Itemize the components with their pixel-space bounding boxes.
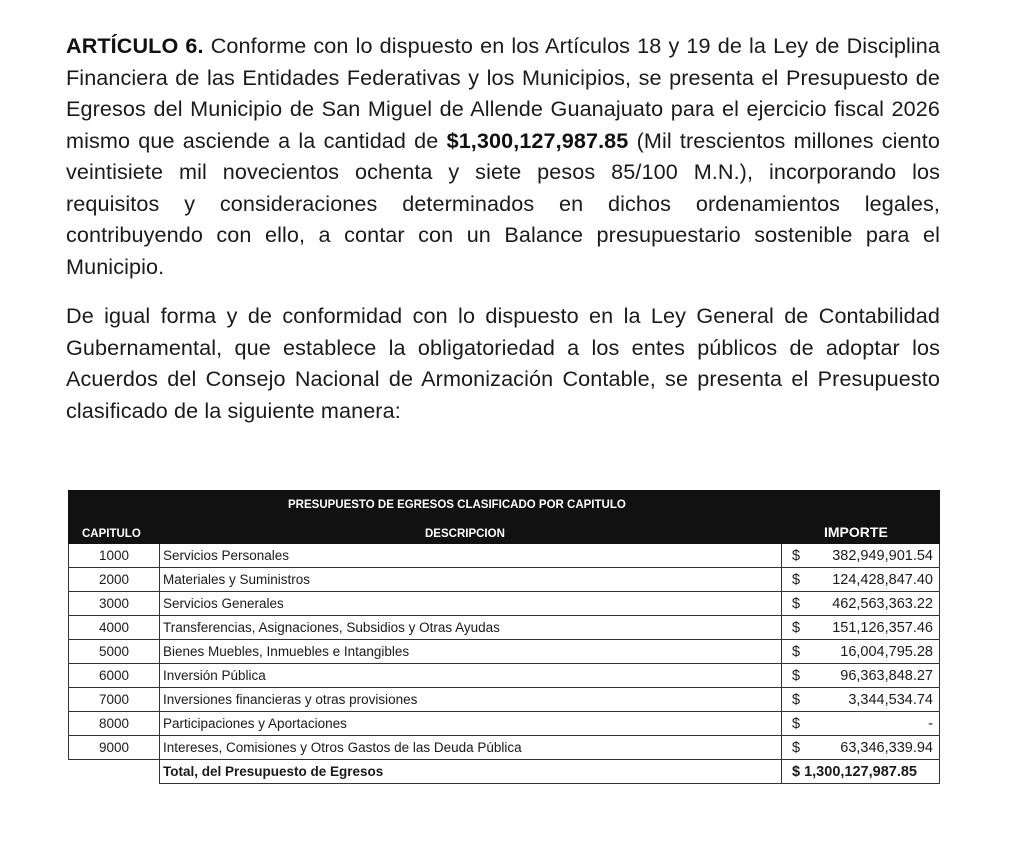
- table-row: [69, 568, 940, 592]
- row-code: 2000: [69, 568, 160, 592]
- row-description: Materiales y Suministros: [160, 568, 782, 592]
- article-heading: ARTÍCULO 6.: [66, 33, 204, 58]
- total-spacer: [69, 760, 160, 784]
- row-amount-cell: [782, 568, 940, 592]
- table-row: [69, 640, 940, 664]
- total-row: [69, 760, 940, 784]
- row-amount: 151,126,357.46: [832, 619, 933, 636]
- row-code: 9000: [69, 736, 160, 760]
- row-currency: $: [792, 691, 801, 708]
- row-code: 7000: [69, 688, 160, 712]
- table-row: [69, 736, 940, 760]
- row-description: Servicios Generales: [160, 592, 782, 616]
- row-amount: 3,344,534.74: [848, 691, 933, 708]
- row-amount: -: [928, 715, 933, 732]
- row-currency: $: [792, 547, 801, 564]
- row-description: Intereses, Comisiones y Otros Gastos de las Deuda Pública: [160, 736, 782, 760]
- row-code: 8000: [69, 712, 160, 736]
- budget-table: [68, 490, 940, 784]
- table-row: [69, 688, 940, 712]
- row-currency: $: [792, 595, 801, 612]
- row-amount: 96,363,848.27: [840, 667, 933, 684]
- row-currency: $: [792, 715, 801, 732]
- total-amount: $ 1,300,127,987.85: [792, 763, 917, 780]
- row-amount: 382,949,901.54: [832, 547, 933, 564]
- row-code: 4000: [69, 616, 160, 640]
- article-text-a: Conforme con lo dispuesto en los Artículos 18 y 19 de la Ley de Disciplina Financiera de las Entidades Federativas y los Municipios, se presenta el Presupuesto de Egresos del Municipio de San Miguel de Allende Guanajuato para el ejercicio fiscal 2026 mismo que asciende a la cantidad de: [66, 33, 940, 153]
- row-code: 3000: [69, 592, 160, 616]
- row-amount: 124,428,847.40: [832, 571, 933, 588]
- article-paragraph-2: De igual forma y de conformidad con lo dispuesto en la Ley General de Contabilidad Gubernamental, que establece la obligatoriedad a los entes públicos de adoptar los Acuerdos del Consejo Nacional de Armonización Contable, se presenta el Presupuesto clasificado de la siguiente manera:: [66, 303, 940, 423]
- row-amount-cell: [782, 688, 940, 712]
- table-body: [69, 544, 940, 784]
- total-amount-cell: [782, 760, 940, 784]
- row-amount-cell: [782, 664, 940, 688]
- row-amount-cell: [782, 616, 940, 640]
- article-text-b: (Mil trescientos millones ciento veintisiete mil novecientos ochenta y siete pesos 85/100 M.N.), incorporando los requisitos y consideraciones determinados en dichos ordenamientos legales, contribuyendo con ello, a contar con un Balance presupuestario sostenible para el Municipio.: [66, 127, 940, 279]
- row-amount: 462,563,363.22: [832, 595, 933, 612]
- budget-amount: $1,300,127,987.85: [446, 127, 629, 153]
- table-row: [69, 664, 940, 688]
- col-header-capitulo: CAPITULO: [69, 512, 160, 544]
- row-description: Bienes Muebles, Inmuebles e Intangibles: [160, 640, 782, 664]
- table-row: [69, 616, 940, 640]
- row-code: 6000: [69, 664, 160, 688]
- table-row: [69, 712, 940, 736]
- row-description: Servicios Personales: [160, 544, 782, 568]
- col-header-importe: IMPORTE: [782, 512, 940, 544]
- row-amount-cell: [782, 592, 940, 616]
- row-amount-cell: [782, 712, 940, 736]
- row-currency: $: [792, 667, 801, 684]
- row-description: Participaciones y Aportaciones: [160, 712, 782, 736]
- row-currency: $: [792, 739, 801, 756]
- row-currency: $: [792, 643, 801, 660]
- table-title: PRESUPUESTO DE EGRESOS CLASIFICADO POR CAPITULO: [69, 491, 940, 512]
- row-amount-cell: [782, 544, 940, 568]
- document-body: [66, 30, 940, 444]
- row-amount: 16,004,795.28: [840, 643, 933, 660]
- row-description: Inversión Pública: [160, 664, 782, 688]
- row-amount: 63,346,339.94: [840, 739, 933, 756]
- table-row: [69, 544, 940, 568]
- row-code: 1000: [69, 544, 160, 568]
- row-amount-cell: [782, 736, 940, 760]
- row-description: Inversiones financieras y otras provisiones: [160, 688, 782, 712]
- row-currency: $: [792, 619, 801, 636]
- total-label: Total, del Presupuesto de Egresos: [160, 760, 782, 784]
- row-code: 5000: [69, 640, 160, 664]
- row-amount-cell: [782, 640, 940, 664]
- table-row: [69, 592, 940, 616]
- col-header-descripcion: DESCRIPCION: [160, 512, 782, 544]
- article-paragraph-1: [66, 30, 940, 282]
- row-currency: $: [792, 571, 801, 588]
- row-description: Transferencias, Asignaciones, Subsidios y Otras Ayudas: [160, 616, 782, 640]
